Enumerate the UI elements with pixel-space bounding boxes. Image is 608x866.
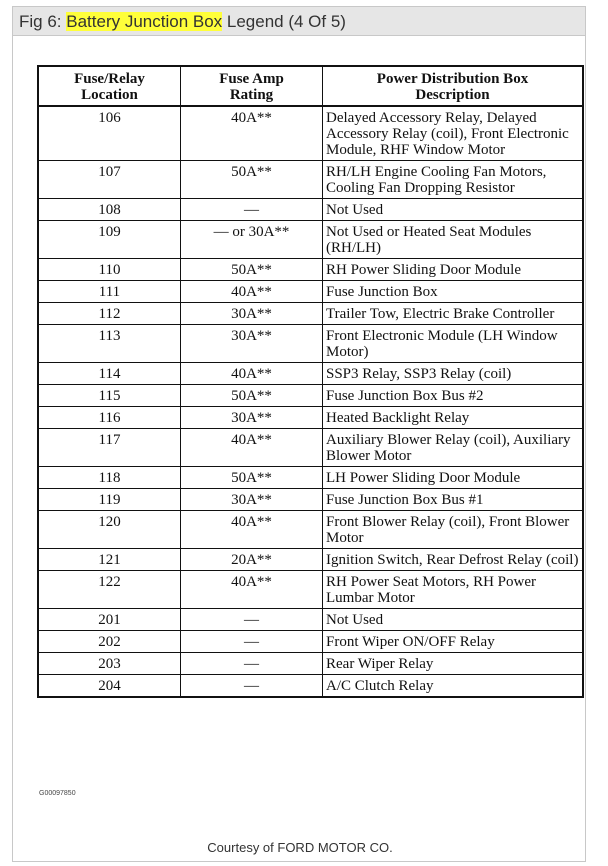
description-cell: RH Power Seat Motors, RH Power Lumbar Motor <box>323 571 584 609</box>
description-cell: Delayed Accessory Relay, Delayed Accessory Relay (coil), Front Electronic Module, RHF Window Motor <box>323 106 584 161</box>
table-row <box>38 303 583 325</box>
column-header-line: Location <box>81 87 138 103</box>
column-header-line: Rating <box>229 87 274 103</box>
rating-cell: 50A** <box>181 259 323 281</box>
figure-title <box>19 12 346 32</box>
table-row <box>38 106 583 161</box>
rating-cell: — <box>181 675 323 698</box>
description-cell: Fuse Junction Box Bus #2 <box>323 385 584 407</box>
table-row <box>38 363 583 385</box>
figure-frame <box>12 6 586 862</box>
rating-cell: — <box>181 653 323 675</box>
table-row <box>38 221 583 259</box>
column-header-line: Fuse Amp <box>219 71 284 87</box>
rating-cell: 50A** <box>181 385 323 407</box>
table-row <box>38 609 583 631</box>
table-row <box>38 325 583 363</box>
table-row <box>38 407 583 429</box>
table-row <box>38 675 583 698</box>
description-cell: Not Used or Heated Seat Modules (RH/LH) <box>323 221 584 259</box>
table-row <box>38 199 583 221</box>
column-header-description <box>323 66 584 106</box>
rating-cell: 40A** <box>181 106 323 161</box>
column-header-line: Fuse/Relay <box>74 71 145 87</box>
location-cell: 122 <box>38 571 181 609</box>
title-prefix: Fig 6: <box>19 12 67 31</box>
table-row <box>38 429 583 467</box>
description-cell: Not Used <box>323 199 584 221</box>
location-cell: 106 <box>38 106 181 161</box>
location-cell: 121 <box>38 549 181 571</box>
location-cell: 202 <box>38 631 181 653</box>
table-row <box>38 571 583 609</box>
table-row <box>38 653 583 675</box>
table-header-row <box>38 66 583 106</box>
title-suffix: Legend (4 Of 5) <box>222 12 346 31</box>
description-cell: RH/LH Engine Cooling Fan Motors, Cooling Fan Dropping Resistor <box>323 161 584 199</box>
description-cell: Front Electronic Module (LH Window Motor) <box>323 325 584 363</box>
description-cell: RH Power Sliding Door Module <box>323 259 584 281</box>
figure-header <box>13 7 585 36</box>
location-cell: 204 <box>38 675 181 698</box>
title-highlight: Battery Junction Box <box>66 12 223 31</box>
figure-code: G00097850 <box>39 790 76 797</box>
table-row <box>38 549 583 571</box>
location-cell: 120 <box>38 511 181 549</box>
description-cell: Ignition Switch, Rear Defrost Relay (coil) <box>323 549 584 571</box>
table-body <box>38 106 583 697</box>
table-row <box>38 281 583 303</box>
rating-cell: 30A** <box>181 303 323 325</box>
location-cell: 111 <box>38 281 181 303</box>
table-row <box>38 385 583 407</box>
description-cell: Heated Backlight Relay <box>323 407 584 429</box>
table-row <box>38 511 583 549</box>
rating-cell: 40A** <box>181 511 323 549</box>
location-cell: 112 <box>38 303 181 325</box>
table-row <box>38 161 583 199</box>
rating-cell: — <box>181 609 323 631</box>
description-cell: SSP3 Relay, SSP3 Relay (coil) <box>323 363 584 385</box>
rating-cell: 30A** <box>181 325 323 363</box>
rating-cell: — or 30A** <box>181 221 323 259</box>
description-cell: Fuse Junction Box Bus #1 <box>323 489 584 511</box>
description-cell: Front Wiper ON/OFF Relay <box>323 631 584 653</box>
description-cell: Fuse Junction Box <box>323 281 584 303</box>
rating-cell: 30A** <box>181 407 323 429</box>
location-cell: 115 <box>38 385 181 407</box>
column-header-rating <box>181 66 323 106</box>
rating-cell: 50A** <box>181 161 323 199</box>
rating-cell: 20A** <box>181 549 323 571</box>
column-header-line: Description <box>415 87 490 103</box>
column-header-location <box>38 66 181 106</box>
description-cell: Trailer Tow, Electric Brake Controller <box>323 303 584 325</box>
location-cell: 118 <box>38 467 181 489</box>
credit-line: Courtesy of FORD MOTOR CO. <box>207 840 393 855</box>
rating-cell: — <box>181 631 323 653</box>
table-row <box>38 631 583 653</box>
description-cell: Auxiliary Blower Relay (coil), Auxiliary Blower Motor <box>323 429 584 467</box>
description-cell: Front Blower Relay (coil), Front Blower Motor <box>323 511 584 549</box>
rating-cell: 40A** <box>181 429 323 467</box>
table-row <box>38 259 583 281</box>
table-row <box>38 467 583 489</box>
location-cell: 201 <box>38 609 181 631</box>
rating-cell: 40A** <box>181 363 323 385</box>
location-cell: 109 <box>38 221 181 259</box>
description-cell: LH Power Sliding Door Module <box>323 467 584 489</box>
column-header-line: Power Distribution Box <box>376 71 529 87</box>
location-cell: 119 <box>38 489 181 511</box>
location-cell: 116 <box>38 407 181 429</box>
location-cell: 114 <box>38 363 181 385</box>
location-cell: 113 <box>38 325 181 363</box>
rating-cell: 30A** <box>181 489 323 511</box>
location-cell: 108 <box>38 199 181 221</box>
location-cell: 110 <box>38 259 181 281</box>
description-cell: Not Used <box>323 609 584 631</box>
rating-cell: 50A** <box>181 467 323 489</box>
description-cell: A/C Clutch Relay <box>323 675 584 698</box>
fuse-legend-table <box>37 65 584 698</box>
rating-cell: — <box>181 199 323 221</box>
location-cell: 203 <box>38 653 181 675</box>
rating-cell: 40A** <box>181 281 323 303</box>
description-cell: Rear Wiper Relay <box>323 653 584 675</box>
rating-cell: 40A** <box>181 571 323 609</box>
location-cell: 117 <box>38 429 181 467</box>
table-row <box>38 489 583 511</box>
location-cell: 107 <box>38 161 181 199</box>
